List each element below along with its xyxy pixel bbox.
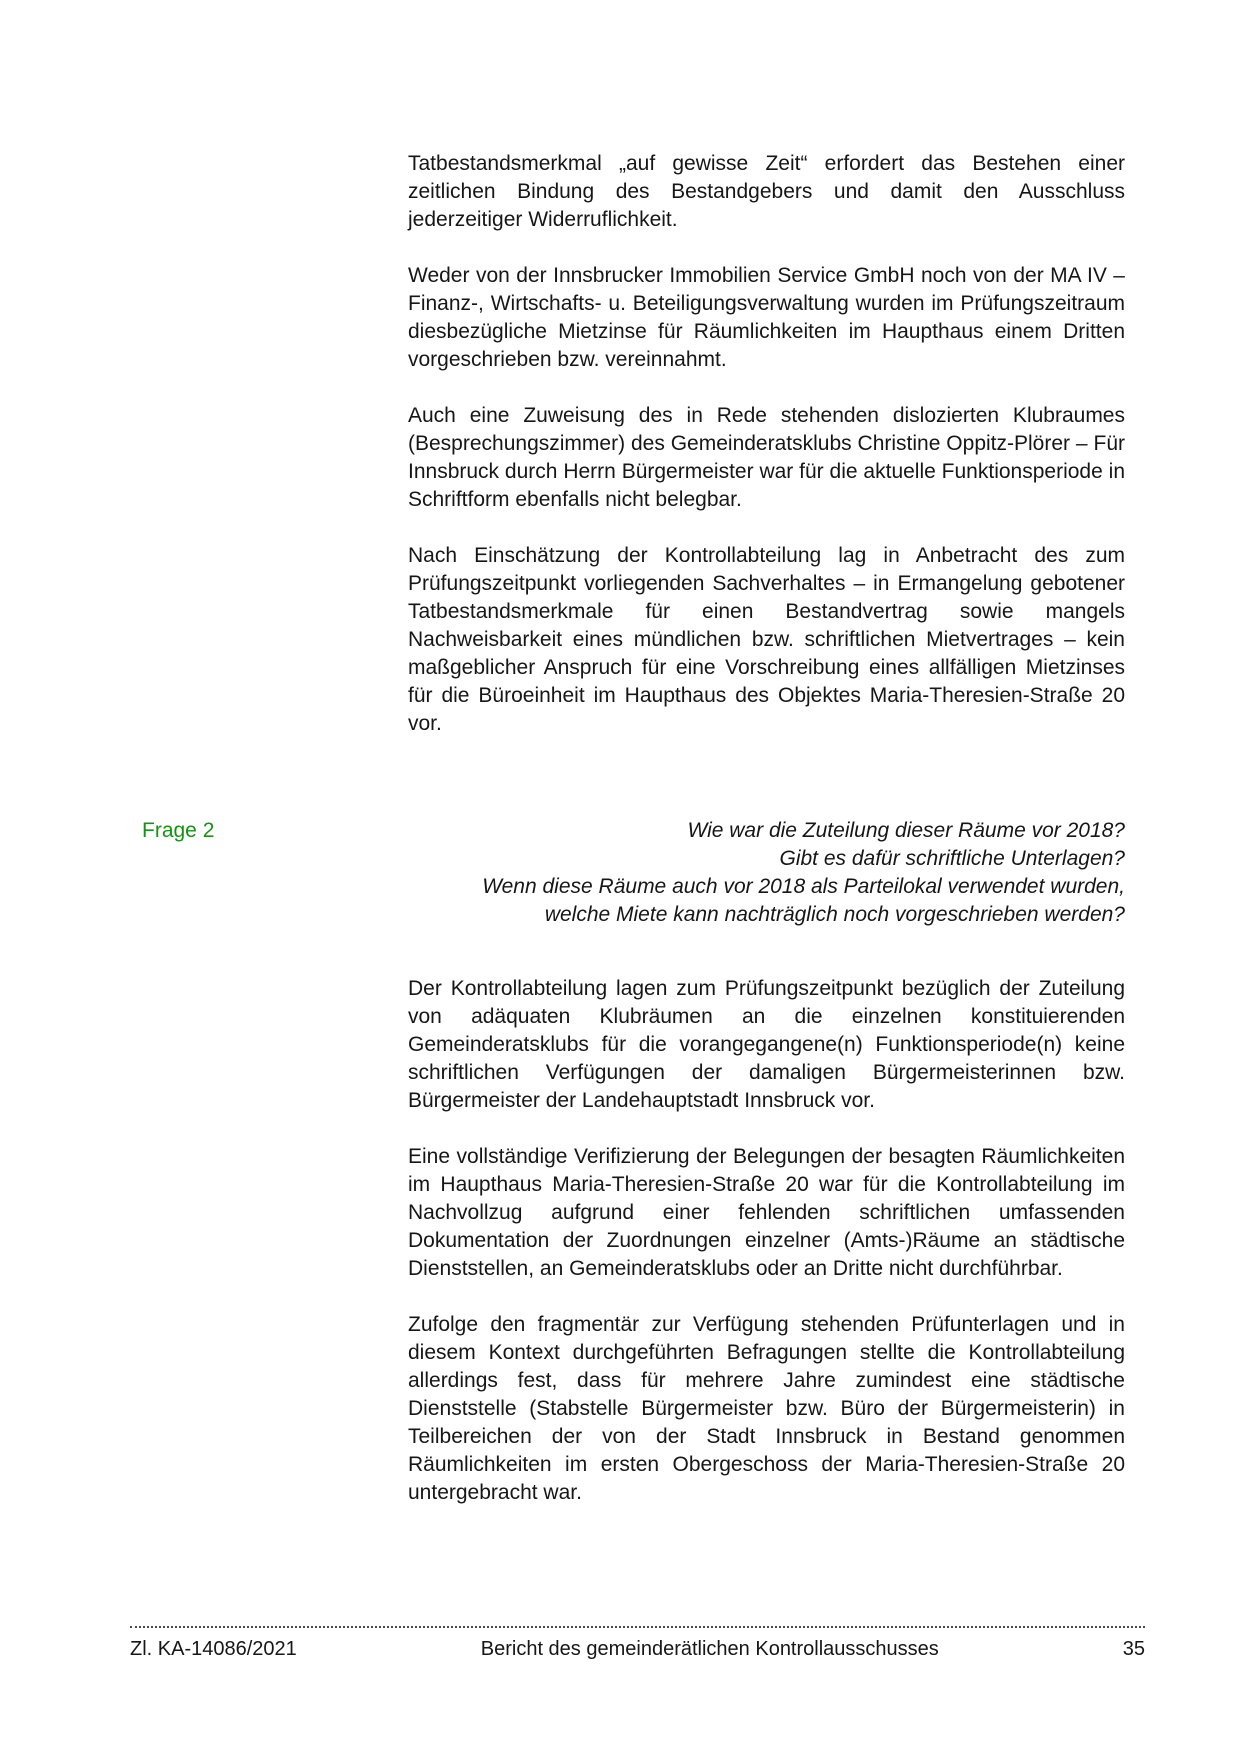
paragraph-fragmentaere-pruefunterlagen: Zufolge den fragmentär zur Verfügung stehenden Prüfunterlagen und in diesem Kontext durchgeführten Befragungen stellte die Kontrollabteilung allerdings fest, dass für mehrere Jahre zumindest eine städtische Dienststelle (Stabstelle Bürgermeister bzw. Büro der Bürgermeisterin) in Teilbereichen der von der Stadt Innsbruck in Bestand genommen Räumlichkeiten im ersten Obergeschoss der Maria-Theresien-Straße 20 untergebracht war. — [408, 1313, 1125, 1504]
report-body — [142, 150, 1125, 1507]
footer-reference-number: Zl. KA-14086/2021 — [130, 1638, 297, 1660]
question-line-1: Wie war die Zuteilung dieser Räume vor 2018? — [687, 819, 1125, 842]
paragraph-weder-von-der-iig: Weder von der Innsbrucker Immobilien Service GmbH noch von der MA IV – Finanz-, Wirtschafts- u. Beteiligungsverwaltung wurden im Prüfungszeitraum diesbezügliche Mietzinse für Räumlichkeiten im Haupthaus einem Dritten vorgeschrieben bzw. vereinnahmt. — [408, 264, 1125, 371]
footer-report-title: Bericht des gemeinderätlichen Kontrollausschusses — [480, 1638, 939, 1660]
page-footer — [130, 1626, 1145, 1661]
paragraph-zuweisung-klubraum: Auch eine Zuweisung des in Rede stehenden dislozierten Klubraumes (Besprechungszimmer) des Gemeinderatsklubs Christine Oppitz-Plörer – Für Innsbruck durch Herrn Bürgermeister war für die aktuelle Funktionsperiode in Schriftform ebenfalls nicht belegbar. — [408, 404, 1125, 511]
frage-2-question — [408, 817, 1125, 929]
paragraph-zuteilung-klubraeume: Der Kontrollabteilung lagen zum Prüfungszeitpunkt bezüglich der Zuteilung von adäquaten Klubräumen an die einzelnen konstituierenden Gemeinderatsklubs für die vorangegangene(n) Funktionsperiode(n) keine schriftlichen Verfügungen der damaligen Bürgermeisterinnen bzw. Bürgermeister der Landehauptstadt Innsbruck vor. — [408, 977, 1125, 1112]
question-line-4: welche Miete kann nachträglich noch vorgeschrieben werden? — [544, 903, 1125, 926]
question-line-3: Wenn diese Räume auch vor 2018 als Parteilokal verwendet wurden, — [482, 875, 1125, 898]
paragraph-verifizierung-belegungen: Eine vollständige Verifizierung der Belegungen der besagten Räumlichkeiten im Haupthaus Maria-Theresien-Straße 20 war für die Kontrollabteilung im Nachvollzug aufgrund einer fehlenden schriftlichen umfassenden Dokumentation der Zuordnungen einzelner (Amts-)Räume an städtische Dienststellen, an Gemeinderatsklubs oder an Dritte nicht durchführbar. — [408, 1145, 1125, 1280]
paragraph-einschaetzung-kontrollabteilung: Nach Einschätzung der Kontrollabteilung lag in Anbetracht des zum Prüfungszeitpunkt vorliegenden Sachverhaltes – in Ermangelung gebotener Tatbestandsmerkmale für einen Bestandvertrag sowie mangels Nachweisbarkeit eines mündlichen bzw. schriftlichen Mietvertrages – kein maßgeblicher Anspruch für eine Vorschreibung eines allfälligen Mietzinses für die Büroeinheit im Haupthaus des Objektes Maria-Theresien-Straße 20 vor. — [408, 544, 1125, 735]
footer-divider — [130, 1626, 1145, 1628]
question-line-2: Gibt es dafür schriftliche Unterlagen? — [779, 847, 1125, 870]
footer-row — [130, 1637, 1145, 1661]
frage-2-section — [142, 817, 1125, 929]
frage-2-label: Frage 2 — [142, 819, 215, 842]
paragraph-tatbestandsmerkmal: Tatbestandsmerkmal „auf gewisse Zeit“ erfordert das Bestehen einer zeitlichen Bindung des Bestandgebers und damit den Ausschluss jederzeitiger Widerruflichkeit. — [408, 152, 1125, 231]
footer-page-number: 35 — [1122, 1638, 1145, 1660]
